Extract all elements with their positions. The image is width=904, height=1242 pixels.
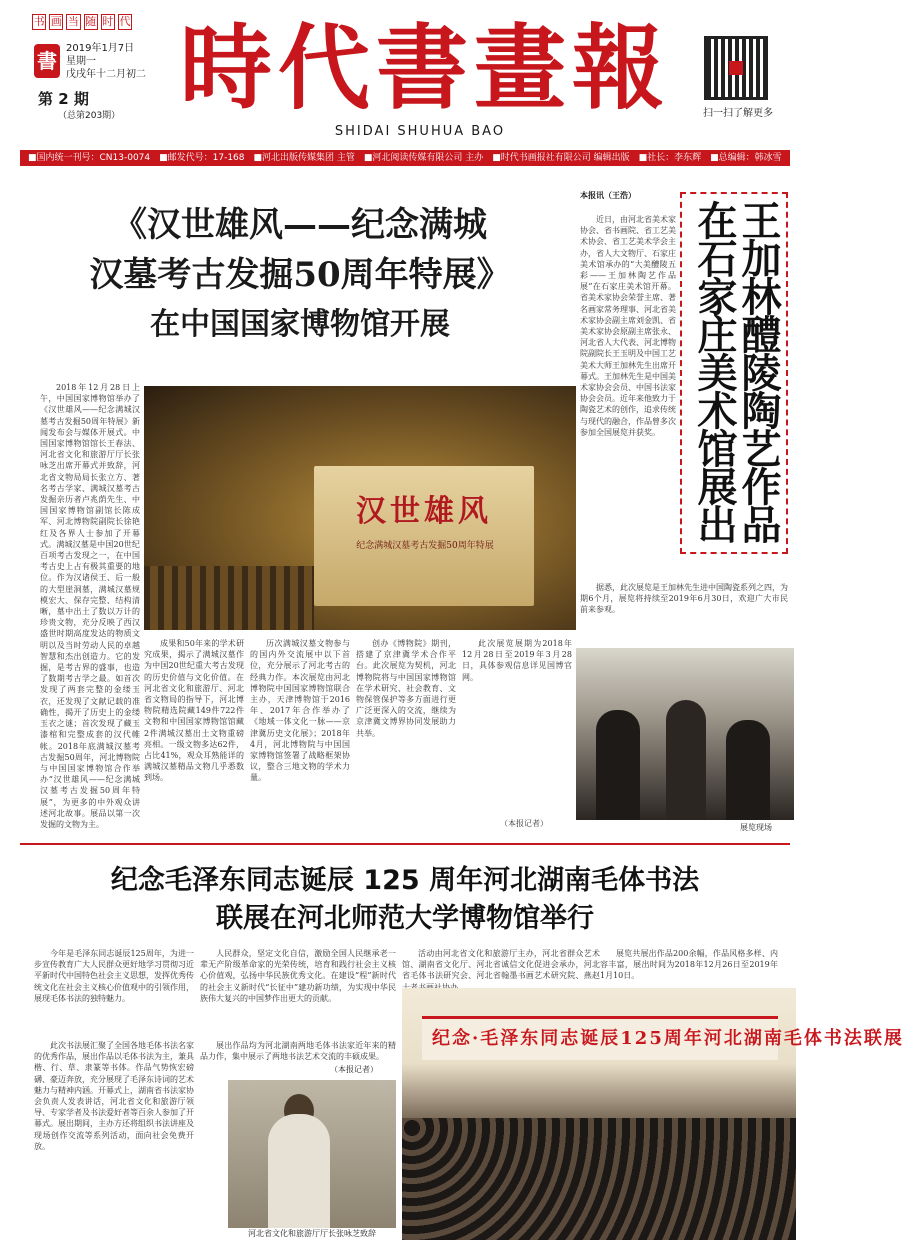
slogan-char: 画 (50, 15, 62, 28)
slogan-char: 代 (119, 15, 131, 28)
photo-caption: 展览现场 (740, 823, 772, 832)
right-headline: 王加林醴陵陶艺作品在石家庄美术馆展出 (691, 200, 782, 542)
second-headline (20, 862, 790, 938)
attendee-group (402, 1118, 796, 1240)
speaker-figure (268, 1114, 330, 1228)
slogan-char: 书 (33, 15, 45, 28)
issue-total: （总第203期） (58, 111, 121, 121)
qr-center-icon (729, 61, 743, 75)
slogan-char: 随 (85, 15, 97, 28)
second-body-text: 展览共展出作品200余幅，作品风格多样、内容丰富，展出时间为2018年12月26日至2019年1月10日。 (600, 949, 778, 981)
lead-body-text: 历次满城汉墓文物参与的国内外交流展中以下首位，充分展示了河北考古的经典力作。本次展览由河北博物院中国国家博物馆联合主办，天津博物馆于2016年、2017年合作举办了《地域一体文化一脉——京津冀历史文化展》；2018年4月，河北博物院与中国国家博物馆签署了战略框架协议，整合三地文物的学术力量。 (250, 639, 350, 783)
second-headline-line1: 纪念毛泽东同志诞辰 125 周年河北湖南毛体书法 (110, 865, 700, 896)
lead-headline (40, 200, 560, 300)
banner-subtitle: 纪念满城汉墓考古发掘50周年特展 (356, 541, 494, 551)
weekday: 星期一 (66, 56, 96, 67)
newspaper-pinyin: SHIDAI SHUHUA BAO (334, 124, 506, 139)
visitor-figure (596, 710, 640, 820)
issue-number: 第 2 期 (38, 90, 89, 108)
lead-body-text: 成果和50年来的学术研究成果，揭示了满城汉墓作为中国20世纪重大考古发现的历史价值与文化价值。在河北省文化和旅游厅、河北省文物局的指导下，河北博物院精选院藏149件722件文物和中国国家博物馆馆藏2件满城汉墓出土文物重磅亮相。一级文物多达62件，占比41%，观众耳熟能详的满城汉墓精品文物几乎悉数到场。 (144, 639, 244, 783)
publication-info-bar: ■国内统一刊号：CN13-0074 ■邮发代号：17-168 ■河北出版传媒集团 主管 ■河北阅读传媒有限公司 主办 ■时代书画报社有限公司 编辑出版 ■社长：李东辉 ■总编辑：韩冰雪 (20, 150, 790, 166)
right-byline: 本报讯（王浩） (580, 190, 636, 200)
dateline (66, 42, 176, 81)
second-body-text: 此次书法展汇聚了全国各地毛体书法名家的优秀作品，展出作品以毛体书法为主，兼具楷、行、草、隶篆等书体。作品气势恢宏磅礴、豪迈奔放，充分展现了毛泽东诗词的艺术魅力与精神内涵。开幕式上，湖南省书法家协会负责人发表讲话，河北省文化和旅游厅领导、专家学者及书法爱好者等百余人参加了开幕式。展出期间，主办方还将组织书法讲座及现场创作交流等系列活动，面向社会免费开放。 (34, 1041, 194, 1151)
qr-code-icon (704, 36, 768, 100)
second-body-text: 活动由河北省文化和旅游厅主办，河北省群众艺术馆、湖南省文化厅、河北省诚信文化促进会承办，河北省毛体书法研究会、河北省翰墨书画艺术研究院、燕赵 (402, 949, 600, 981)
qr-caption: 扫一扫了解更多 (703, 108, 773, 119)
right-body-text: 近日，由河北省美术家协会、省书画院、省工艺美术协会、省工艺美术学会主办，省人大文物厅、石家庄美术馆承办的“大美醴陵五彩——王加林陶艺作品展”在石家庄美术馆开幕。省美术家协会荣誉主席、著名画家常务理事、河北省美术家协会副主席刘金凯、省美术家协会原副主席张永、河北省人大代表、河北博物院副院长王玉明及中国工艺美术大师王加林先生出席开幕式。王加林先生是中国美术家协会会员、中国书法家协会会员。近年来他致力于陶瓷艺术的创作，追求传统与现代的融合，作品曾多次参加全国展览并获奖。 (580, 215, 676, 437)
lead-body-text: 2018年12月28日上午，中国国家博物馆举办了《汉世雄风——纪念满城汉墓考古发掘50周年特展》新闻发布会与媒体开展式。中国国家博物馆馆长王春法、河北省文化和旅游厅厅长张咏芝出席开幕式并致辞，河北省文物局局长张立方、著名考古学家、满城汉墓考古发掘亲历者卢兆荫先生、中国国家博物馆副馆长陈成军、河北博物院副院长徐艳红及各界人士参加了开幕式。满城汉墓是中国20世纪百项考古发现之一，在中国考古史上占有极其重要的地位。作为汉诸侯王、后一般的大型崖洞墓，满城汉墓规模宏大、保存完整、结构清晰，墓中出土了数以万计的珍贵文物，充分反映了西汉盛世时期高度发达的物质文明以及当时劳动人民的卓越智慧和杰出创造力。它的发掘，是考古界的盛事，也造了数期考古学之最。如首次发现了两套完整的金缕玉衣，还发现了文献记载的准确性，揭开了历史上的金缕玉衣之谜；首次发现了藏玉漆棺和完整成套的汉代帷帐。2018年底满城汉墓考古发掘50周年，河北博物院与中国国家博物馆合作举办“汉世雄风——纪念满城汉墓考古发掘50周年特展”，为更多的中外观众讲述河北故事。展品以第一次发掘的文物为主。 (40, 383, 140, 829)
lead-headline-line1: 《汉世雄风——纪念满城 (113, 205, 487, 245)
exhibition-scene-photo (576, 648, 794, 820)
slogan (32, 14, 132, 32)
second-body-text: 展出作品均为河北湖南两地毛体书法家近年来的精品力作，集中展示了两地书法艺术交流的丰硕成果。 (200, 1041, 396, 1062)
lead-body-text: 创办《博物院》期刊，搭建了京津冀学术合作平台。此次展览为契机，河北博物院将与中国国家博物馆在学术研究、社会教育、文物保管保护等多方面进行更广泛更深入的交流，继续为京津冀文博界协同发展助力共举。 (356, 639, 456, 738)
slogan-char: 当 (67, 15, 79, 28)
right-body-text-2: 据悉，此次展览是王加林先生进中国陶瓷系列之四，为期6个月，展览将持续至2019年6月30日，欢迎广大市民前来参观。 (580, 583, 788, 615)
banner-title: 汉世雄风 (356, 494, 492, 529)
lead-subheadline: 在中国国家博物馆开展 (150, 307, 450, 342)
speaker-photo (228, 1080, 396, 1228)
visitor-figure (666, 700, 706, 820)
display-cases (144, 566, 314, 630)
date: 2019年1月7日 (66, 43, 135, 54)
second-byline: （本报记者） (330, 1065, 378, 1074)
speaker-caption: 河北省文化和旅游厅厅长张咏芝致辞 (248, 1229, 376, 1238)
newspaper-title: 時代書畫報 (179, 14, 670, 122)
lead-headline-line2: 汉墓考古发掘50周年特展》 (89, 255, 511, 295)
lead-body-text: 此次展览展期为2018年12月28日至2019年3月28日，具体参观信息详见国博官网。 (462, 639, 572, 682)
visitor-figure (726, 720, 770, 820)
second-headline-line2: 联展在河北师范大学博物馆举行 (216, 903, 594, 934)
slogan-char: 时 (102, 15, 114, 28)
lead-byline: （本报记者） (500, 819, 548, 828)
second-body-text: 今年是毛泽东同志诞辰125周年，为进一步宣传教育广大人民群众更好地学习贯彻习近平新时代中国特色社会主义思想，发挥优秀传统文化在社会主义核心价值观中的引领作用，展现毛体书法的独特魅力。 (34, 949, 194, 1003)
exhibition-photo (144, 386, 576, 630)
second-body-text: 人民群众，坚定文化自信，激励全国人民继承老一辈无产阶级革命家的光荣传统，培育和践行社会主义核心价值观，弘扬中华民族优秀文化。在建设“程”新时代的社会主义新时代“长征中”建功新功绩，为实现中华民族伟大复兴的中国梦作出更大的贡献。 (200, 949, 396, 1003)
group-photo (402, 988, 904, 1240)
seal-logo: 書 (34, 44, 60, 78)
lunar-date: 戊戌年十二月初二 (66, 69, 146, 80)
section-divider (20, 843, 790, 845)
event-banner-text: 纪念·毛泽东同志诞辰125周年河北湖南毛体书法联展 (432, 1028, 904, 1049)
